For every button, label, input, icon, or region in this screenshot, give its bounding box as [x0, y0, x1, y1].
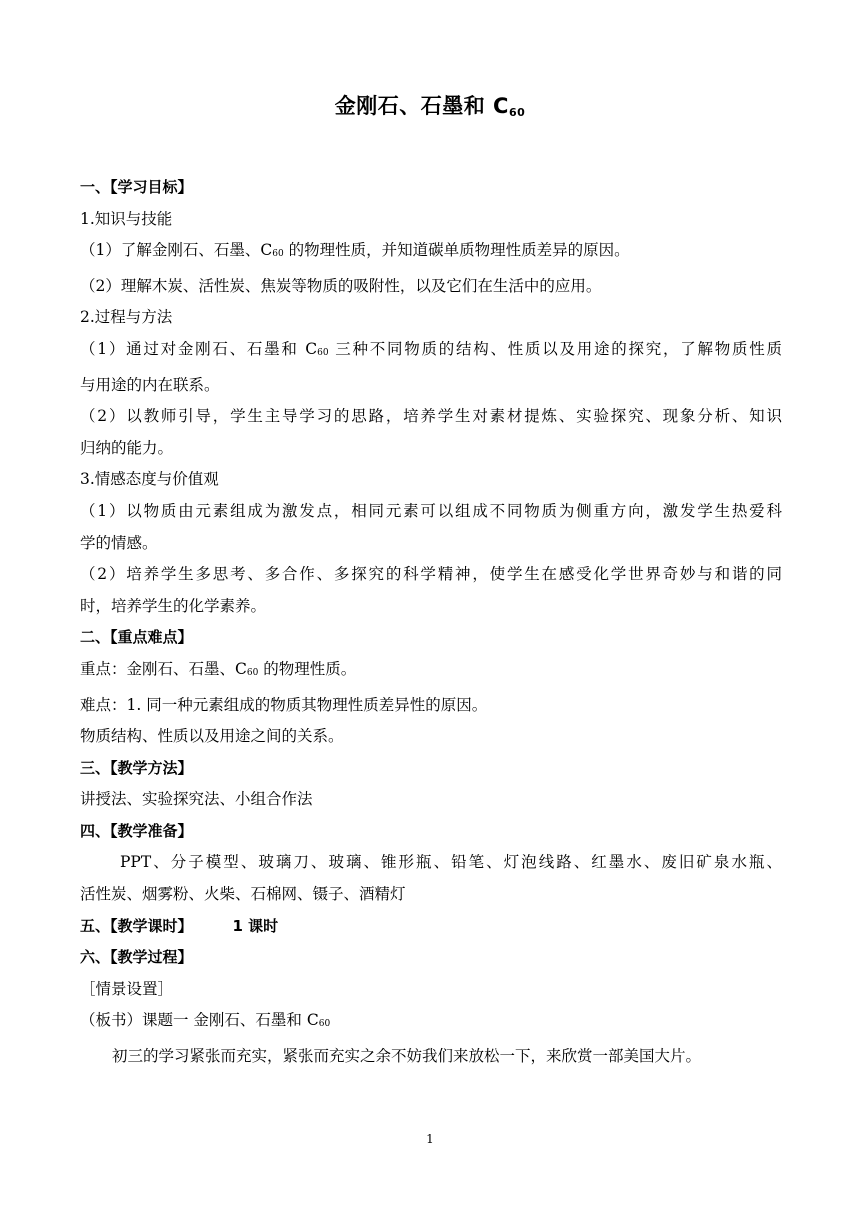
- title-subscript: 60: [508, 106, 526, 119]
- paragraph-process-2-cont: 归纳的能力。: [80, 438, 174, 457]
- section-heading-keypoints: 二、【重点难点】: [80, 628, 193, 647]
- section-heading-objectives: 一、【学习目标】: [80, 178, 193, 196]
- text: 的物理性质，并知道碳单质物理性质差异的原因。: [283, 241, 630, 260]
- paragraph-preparation-cont: 活性炭、烟雾粉、火柴、石棉网、镊子、酒精灯: [80, 885, 406, 904]
- paragraph-process-1: [80, 334, 782, 370]
- text: （板书）课题一 金刚石、石墨和 C: [80, 1011, 319, 1030]
- subscript: 60: [317, 347, 329, 358]
- hours-value: 1 课时: [232, 916, 279, 935]
- text: 的物理性质。: [258, 659, 357, 678]
- section-heading-process: 六、【教学过程】: [80, 948, 193, 967]
- text: 三种不同物质的结构、性质以及用途的探究，了解物质性质: [328, 339, 782, 358]
- subscript: 60: [272, 249, 284, 260]
- subsection-process: 2.过程与方法: [80, 308, 173, 327]
- paragraph-preparation: PPT、分子模型、玻璃刀、玻璃、锥形瓶、铅笔、灯泡线路、红墨水、废旧矿泉水瓶、: [120, 853, 782, 872]
- text: （1）通过对金刚石、石墨和 C: [80, 339, 318, 358]
- paragraph-attitude-1: （1）以物质由元素组成为激发点，相同元素可以组成不同物质为侧重方向，激发学生热爱科: [80, 501, 782, 520]
- subscript: 60: [246, 667, 259, 678]
- paragraph-process-2: （2）以教师引导，学生主导学习的思路，培养学生对素材提炼、实验探究、现象分析、知识: [80, 407, 782, 426]
- paragraph-difficulty-2: 物质结构、性质以及用途之间的关系。: [80, 727, 344, 746]
- document-body: [80, 172, 782, 1073]
- paragraph-board: [80, 1005, 782, 1041]
- paragraph-scene: ［情景设置］: [80, 979, 174, 998]
- text: （1）了解金刚石、石墨、C: [80, 241, 273, 260]
- subsection-attitude: 3.情感态度与价值观: [80, 470, 219, 489]
- section-heading-methods: 三、【教学方法】: [80, 758, 193, 777]
- paragraph-methods: 讲授法、实验探究法、小组合作法: [80, 790, 313, 809]
- paragraph-process-1-cont: 与用途的内在联系。: [80, 375, 220, 394]
- subscript: 60: [318, 1019, 331, 1030]
- text: 重点：金刚石、石墨、C: [80, 659, 247, 678]
- paragraph-intro: 初三的学习紧张而充实，紧张而充实之余不妨我们来放松一下，来欣赏一部美国大片。: [112, 1047, 702, 1066]
- section-heading-hours: [80, 911, 782, 943]
- heading-text: 五、【教学课时】: [80, 916, 193, 935]
- paragraph-knowledge-2: （2）理解木炭、活性炭、焦炭等物质的吸附性，以及它们在生活中的应用。: [80, 276, 602, 295]
- paragraph-knowledge-1: [80, 235, 782, 271]
- title-text: 金刚石、石墨和 C: [334, 94, 509, 118]
- section-heading-preparation: 四、【教学准备】: [80, 821, 193, 840]
- document-title: [0, 90, 860, 120]
- paragraph-attitude-1-cont: 学的情感。: [80, 533, 158, 552]
- subsection-knowledge: 1.知识与技能: [80, 209, 173, 228]
- paragraph-difficulty: 难点：1. 同一种元素组成的物质其物理性质差异性的原因。: [80, 695, 488, 714]
- paragraph-key: [80, 654, 782, 690]
- paragraph-attitude-2-cont: 时，培养学生的化学素养。: [80, 596, 267, 615]
- paragraph-attitude-2: （2）培养学生多思考、多合作、多探究的科学精神，使学生在感受化学世界奇妙与和谐的同: [80, 565, 782, 584]
- page-number: 1: [426, 1132, 434, 1146]
